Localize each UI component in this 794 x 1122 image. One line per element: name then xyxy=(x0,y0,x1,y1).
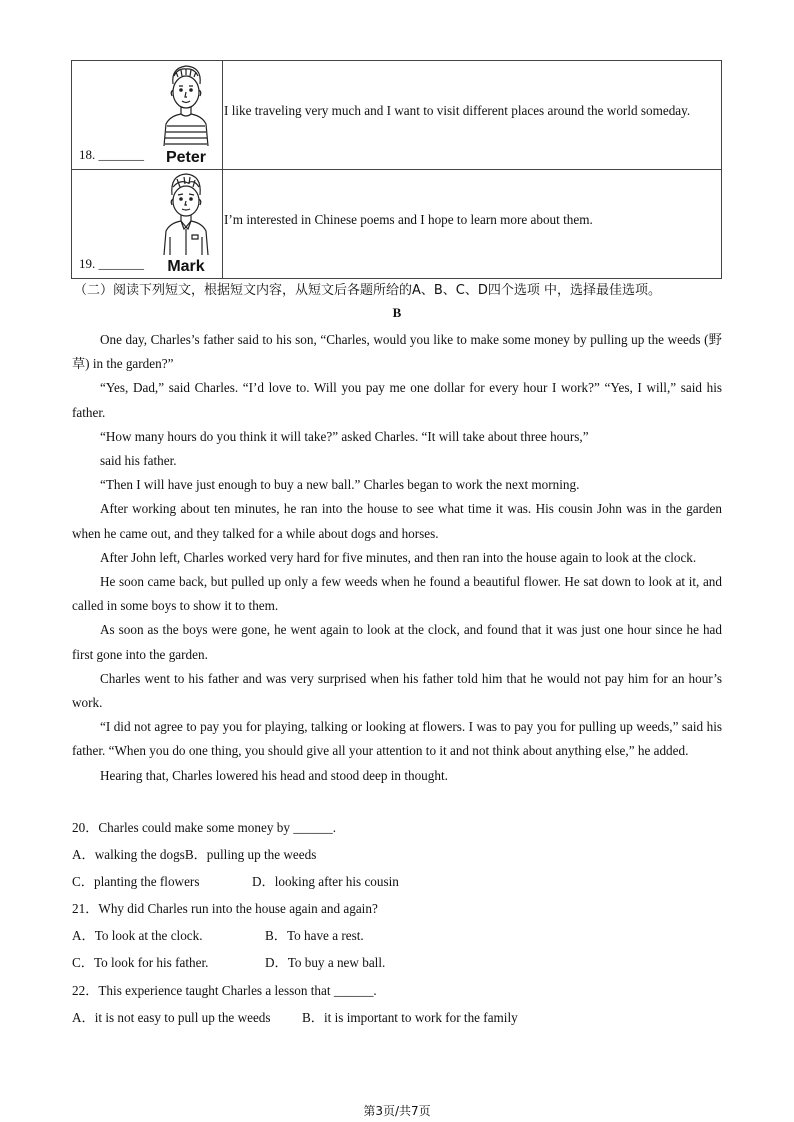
passage-paragraph: After working about ten minutes, he ran into the house to see what time it was. His cousin John was in the garden when he came out, and they talked for a while about dogs and horses. xyxy=(72,501,722,541)
question-number: 18. _______ xyxy=(79,147,144,162)
table-row xyxy=(72,61,722,170)
question-22-stem: 22．This experience taught Charles a lesson that ______. xyxy=(72,983,377,998)
option-c[interactable]: C．planting the flowers xyxy=(72,874,200,889)
person-illustration-mark xyxy=(156,171,216,277)
statement-cell xyxy=(223,170,722,279)
boy-figure-icon xyxy=(156,171,216,255)
option-a[interactable]: A．walking the dogs xyxy=(72,847,185,862)
statement-text: I’m interested in Chinese poems and I hope to learn more about them. xyxy=(224,212,593,227)
question-21-options-row2 xyxy=(72,952,385,971)
passage-paragraph: Charles went to his father and was very surprised when his father told him that he would not pay him for an hour’s work. xyxy=(72,670,722,711)
person-name: Peter xyxy=(165,149,207,166)
passage-paragraph: “Yes, Dad,” said Charles. “I’d love to. Will you pay me one dollar for every hour I work?” “Yes, I will,” said his father. xyxy=(72,380,722,420)
question-20-stem: 20．Charles could make some money by ______. xyxy=(72,820,337,835)
passage-paragraph: As soon as the boys were gone, he went again to look at the clock, and found that it was just one hour since he had first gone into the garden. xyxy=(72,622,722,662)
statement-cell xyxy=(223,61,722,170)
passage-paragraph: “I did not agree to pay you for playing, talking or looking at flowers. I was to pay you for pulling up weeds,” said his father. “When you do one thing, you should give all your attention to it and not think about anything else,” he added. xyxy=(72,719,722,759)
question-21-options-row1 xyxy=(72,925,364,944)
table-row xyxy=(72,170,722,279)
option-b[interactable]: B．pulling up the weeds xyxy=(184,847,317,862)
passage-paragraph: Hearing that, Charles lowered his head and stood deep in thought. xyxy=(100,767,448,783)
person-cell xyxy=(72,61,223,170)
question-21-stem: 21．Why did Charles run into the house again and again? xyxy=(72,901,378,916)
section-instruction: （二）阅读下列短文，根据短文内容，从短文后各题所给的A、B、C、D四个选项 中，选择最佳选项。 xyxy=(74,283,662,298)
question-20-options-row2 xyxy=(72,871,399,890)
passage-paragraph: He soon came back, but pulled up only a few weeds when he found a beautiful flower. He sat down to look at it, and called in some boys to show it to them. xyxy=(72,574,722,614)
passage-paragraph: said his father. xyxy=(100,453,177,469)
option-d[interactable]: D．To buy a new ball. xyxy=(265,955,386,970)
option-a[interactable]: A．it is not easy to pull up the weeds xyxy=(72,1010,271,1025)
option-c[interactable]: C．To look for his father. xyxy=(72,955,209,970)
statement-text: I like traveling very much and I want to visit different places around the world someday. xyxy=(224,103,691,118)
boy-figure-icon xyxy=(156,62,216,146)
option-b[interactable]: B．To have a rest. xyxy=(265,928,364,943)
passage-paragraph: After John left, Charles worked very hard for five minutes, and then ran into the house again to look at the clock. xyxy=(100,549,697,565)
passage-paragraph: “How many hours do you think it will take?” asked Charles. “It will take about three hours,” xyxy=(100,428,589,444)
option-a[interactable]: A．To look at the clock. xyxy=(72,928,203,943)
passage-label: B xyxy=(392,305,402,320)
question-22-options-row1 xyxy=(72,1007,518,1026)
person-illustration-peter xyxy=(156,62,216,168)
matching-table xyxy=(71,60,722,279)
person-cell xyxy=(72,170,223,279)
person-name: Mark xyxy=(167,258,205,275)
option-b[interactable]: B．it is important to work for the family xyxy=(302,1010,518,1025)
passage-paragraph: One day, Charles’s father said to his son, “Charles, would you like to make some money by pulling up the weeds (野草) in the garden?” xyxy=(72,332,722,372)
option-d[interactable]: D．looking after his cousin xyxy=(252,874,399,889)
reading-passage xyxy=(72,328,722,788)
passage-paragraph: “Then I will have just enough to buy a new ball.” Charles began to work the next morning. xyxy=(100,477,580,493)
question-20-options-row1 xyxy=(72,844,316,863)
question-number: 19. _______ xyxy=(79,256,144,271)
page-footer: 第3页/共7页 xyxy=(363,1104,431,1118)
